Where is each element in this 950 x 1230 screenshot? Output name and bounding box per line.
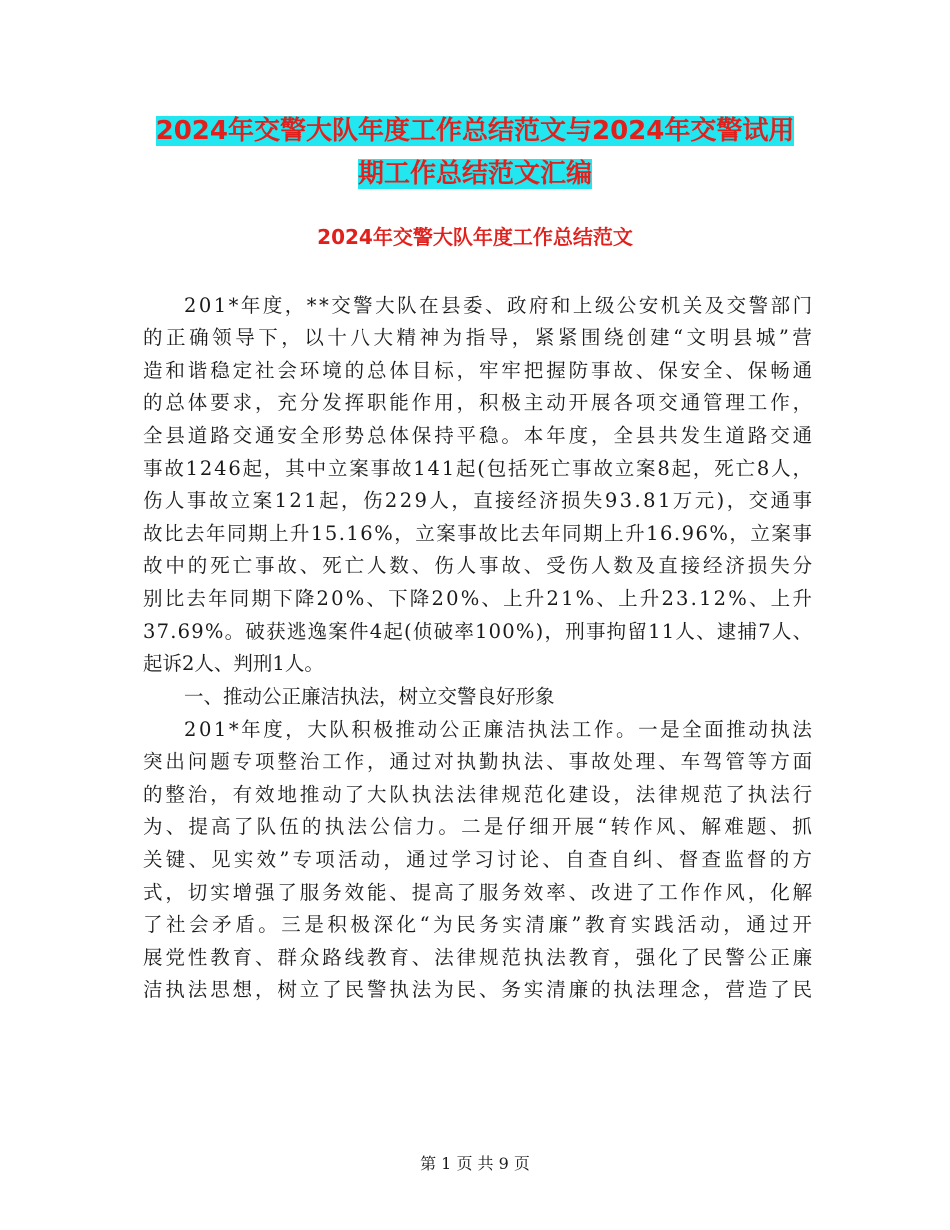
paragraph-line: 201*年度，大队积极推动公正廉洁执法工作。一是全面推动执法 bbox=[184, 718, 815, 741]
paragraph-line: 式，切实增强了服务效能、提高了服务效率、改进了工作作风，化解 bbox=[143, 881, 816, 904]
paragraph-line: 了社会矛盾。三是积极深化“为民务实清廉”教育实践活动，通过开 bbox=[143, 913, 816, 936]
document-title-line-1: 2024年交警大队年度工作总结范文与2024年交警试用 bbox=[155, 116, 795, 146]
paragraph-line: 的总体要求，充分发挥职能作用，积极主动开展各项交通管理工作， bbox=[143, 391, 816, 414]
section-heading: 一、推动公正廉洁执法，树立交警良好形象 bbox=[184, 685, 555, 708]
paragraph-line: 别比去年同期下降20%、下降20%、上升21%、上升23.12%、上升 bbox=[143, 587, 815, 610]
paragraph-line: 造和谐稳定社会环境的总体目标，牢牢把握防事故、保安全、保畅通 bbox=[143, 359, 816, 382]
paragraph-line: 突出问题专项整治工作，通过对执勤执法、事故处理、车驾管等方面 bbox=[143, 750, 816, 773]
paragraph-line: 起诉2人、判刑1人。 bbox=[143, 652, 324, 675]
paragraph-line: 故中的死亡事故、死亡人数、伤人事故、受伤人数及直接经济损失分 bbox=[143, 554, 816, 577]
paragraph-line: 洁执法思想，树立了民警执法为民、务实清廉的执法理念，营造了民 bbox=[143, 978, 816, 1001]
paragraph-line: 为、提高了队伍的执法公信力。二是仔细开展“转作风、解难题、抓 bbox=[143, 815, 816, 838]
paragraph-line: 37.69%。破获逃逸案件4起(侦破率100%)，刑事拘留11人、逮捕7人、 bbox=[143, 620, 814, 643]
paragraph-line: 的正确领导下，以十八大精神为指导，紧紧围绕创建“文明县城”营 bbox=[143, 326, 816, 349]
paragraph-line: 伤人事故立案121起，伤229人，直接经济损失93.81万元)，交通事 bbox=[143, 489, 815, 512]
paragraph-line: 展党性教育、群众路线教育、法律规范执法教育，强化了民警公正廉 bbox=[143, 946, 816, 969]
section-title: 2024年交警大队年度工作总结范文 bbox=[317, 225, 633, 249]
paragraph-line: 的整治，有效地推动了大队执法法律规范化建设，法律规范了执法行 bbox=[143, 783, 816, 806]
paragraph-line: 201*年度，**交警大队在县委、政府和上级公安机关及交警部门 bbox=[184, 294, 815, 317]
paragraph-line: 故比去年同期上升15.16%，立案事故比去年同期上升16.96%，立案事 bbox=[143, 522, 814, 545]
paragraph-line: 关键、见实效”专项活动，通过学习讨论、自查自纠、督查监督的方 bbox=[143, 848, 816, 871]
page-footer: 第 1 页 共 9 页 bbox=[420, 1154, 530, 1173]
paragraph-line: 全县道路交通安全形势总体保持平稳。本年度，全县共发生道路交通 bbox=[143, 424, 816, 447]
document-title-line-2: 期工作总结范文汇编 bbox=[357, 159, 592, 189]
paragraph-line: 事故1246起，其中立案事故141起(包括死亡事故立案8起，死亡8人， bbox=[143, 457, 814, 480]
